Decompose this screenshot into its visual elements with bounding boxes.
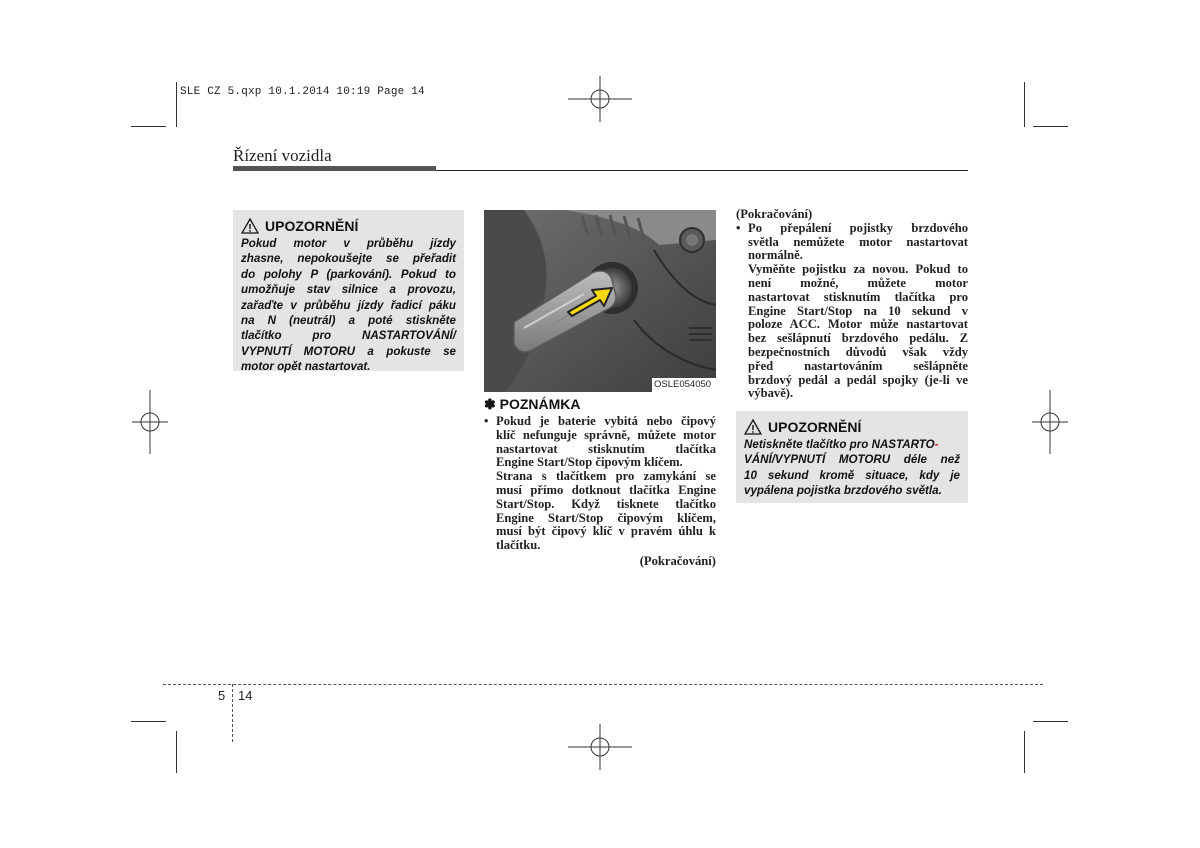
- note-line: tlačítku.: [496, 538, 541, 553]
- footer-rule: [163, 684, 1043, 685]
- note-line: musí být čipový klíč v pravém úhlu k: [496, 524, 716, 539]
- warning-box-left: [233, 210, 464, 374]
- warning-heading: [241, 218, 456, 234]
- note-line: Strana s tlačítkem pro zamykání se: [496, 469, 716, 484]
- crop-mark: [1024, 82, 1025, 127]
- continued-label: (Pokračování): [639, 553, 716, 568]
- right-paragraph: [748, 222, 968, 401]
- warning-box-right: [736, 411, 968, 503]
- warning-line: na N (neutrál) a poté stiskněte: [241, 314, 456, 328]
- figure-illustration: [484, 210, 716, 392]
- footer-divider: [232, 684, 233, 742]
- warning-line: zhasne, nepokoušejte se přeřadit: [241, 252, 456, 266]
- note-section: [484, 396, 716, 569]
- crop-mark: [176, 82, 177, 127]
- right-line: Engine Start/Stop na 10 sekund v: [748, 303, 968, 318]
- registration-mark-left: [132, 390, 168, 454]
- warning-line: VYPNUTÍ MOTORU a pokuste se: [241, 344, 456, 358]
- title-rule-thick: [233, 166, 436, 171]
- warning-line: tlačítko pro NASTARTOVÁNÍ/: [241, 329, 456, 343]
- warning-line: [744, 437, 960, 452]
- note-line: nastartovat stisknutím tlačítka: [496, 441, 716, 456]
- section-title: Řízení vozidla: [233, 146, 332, 165]
- warning-line: motor opět nastartovat.: [241, 360, 371, 374]
- registration-mark-top: [568, 76, 632, 122]
- right-line: brzdový pedál a pedál spojky (je-li ve: [748, 372, 968, 387]
- warning-line: vypálena pojistka brzdového světla.: [744, 484, 942, 498]
- crop-mark: [176, 731, 177, 773]
- warning-line: umožňuje stav silnice a provozu,: [241, 283, 456, 297]
- crop-mark: [1033, 721, 1068, 722]
- crop-mark: [131, 126, 166, 127]
- note-line: Engine Start/Stop čipovým klíčem.: [496, 455, 683, 470]
- crop-mark: [131, 721, 166, 722]
- right-column-text: [736, 208, 968, 401]
- note-line: Start/Stop. Když tisknete tlačítko: [496, 496, 716, 511]
- warning-text: [744, 437, 960, 499]
- warning-heading-text: UPOZORNĚNÍ: [768, 419, 862, 435]
- note-line: klíč nefunguje správně, můžete motor: [496, 427, 716, 442]
- figure-smart-key-start-button: [484, 210, 716, 392]
- note-text: [484, 415, 716, 569]
- warning-heading: [744, 419, 960, 435]
- warning-heading-text: UPOZORNĚNÍ: [265, 218, 359, 234]
- continued-label: (Pokračování): [736, 207, 813, 221]
- right-line: bezpečnostních důvodů však vždy: [748, 344, 968, 359]
- right-line: světla nemůžete motor nastartovat: [748, 234, 968, 249]
- note-line: Engine Start/Stop čipovým klíčem,: [496, 510, 716, 525]
- right-line: nastartovat stisknutím tlačítka pro: [748, 289, 968, 304]
- warning-line: Pokud motor v průběhu jízdy: [241, 237, 456, 250]
- right-line: není možné, můžete motor: [748, 275, 968, 290]
- warning-triangle-icon: [241, 218, 259, 234]
- crop-mark: [1033, 126, 1068, 127]
- right-line: před nastartováním sešlápněte: [748, 358, 968, 373]
- bullet-icon: •: [484, 414, 489, 428]
- registration-mark-bottom: [568, 724, 632, 770]
- note-line: Pokud je baterie vybitá nebo čipový: [496, 414, 716, 428]
- print-slug: SLE CZ 5.qxp 10.1.2014 10:19 Page 14: [180, 86, 425, 98]
- right-line: normálně.: [748, 248, 803, 263]
- warning-line-part: Netiskněte tlačítko pro NASTARTO: [744, 438, 935, 451]
- warning-line: zařaďte v průběhu jízdy řadicí páku: [241, 298, 456, 312]
- note-heading: ✽ POZNÁMKA: [484, 396, 581, 412]
- right-line: Vyměňte pojistku za novou. Pokud to: [748, 262, 968, 277]
- warning-triangle-icon: [744, 419, 762, 435]
- crop-mark: [1024, 731, 1025, 773]
- note-paragraph: [496, 415, 716, 553]
- warning-line: 10 sekund kromě situace, kdy je: [744, 468, 960, 482]
- note-line: musí přímo dotknout tlačítka Engine: [496, 482, 716, 497]
- right-line: výbavě).: [748, 386, 794, 401]
- page-number: 14: [238, 688, 253, 703]
- bullet-icon: •: [736, 220, 741, 235]
- figure-code: OSLE054050: [654, 379, 712, 390]
- title-rule: [436, 170, 968, 171]
- warning-line: do polohy P (parkování). Pokud to: [241, 267, 456, 281]
- right-line: bez sešlápnutí brzdového pedálu. Z: [748, 331, 968, 346]
- right-line: poloze ACC. Motor může nastartovat: [748, 317, 968, 332]
- right-line: Po přepálení pojistky brzdového: [748, 220, 968, 235]
- chapter-number: 5: [218, 688, 226, 703]
- warning-text: [241, 236, 456, 375]
- registration-mark-right: [1032, 390, 1068, 454]
- warning-line: VÁNÍ/VYPNUTÍ MOTORU déle než: [744, 453, 960, 467]
- hyphen-mark: -: [934, 438, 939, 451]
